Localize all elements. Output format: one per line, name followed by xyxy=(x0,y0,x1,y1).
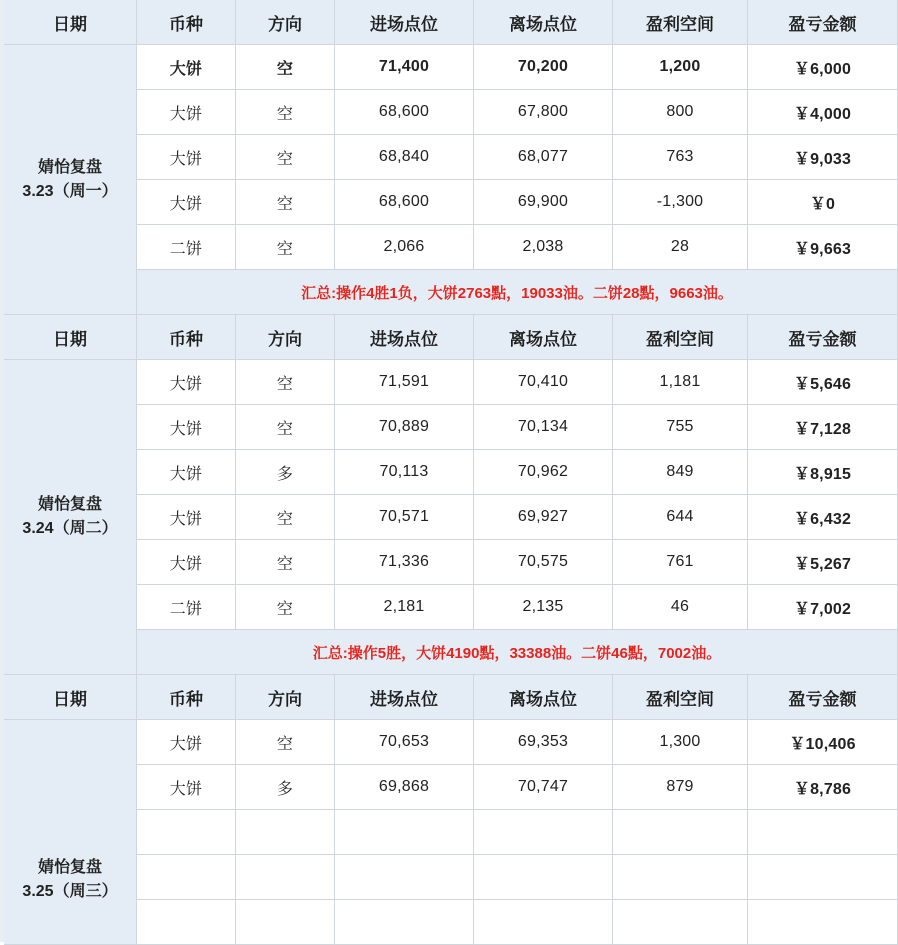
profit-points-cell[interactable]: 849 xyxy=(613,450,748,495)
exit-price-cell[interactable]: 70,575 xyxy=(474,540,613,585)
profit-points-cell[interactable] xyxy=(613,900,748,945)
entry-price-cell[interactable] xyxy=(335,810,474,855)
header-cell[interactable]: 方向 xyxy=(236,675,335,720)
pnl-amount-cell[interactable]: ￥4,000 xyxy=(748,90,898,135)
coin-cell[interactable]: 大饼 xyxy=(137,135,236,180)
direction-cell[interactable]: 空 xyxy=(236,540,335,585)
profit-points-cell[interactable]: 755 xyxy=(613,405,748,450)
coin-cell[interactable]: 大饼 xyxy=(137,180,236,225)
profit-points-cell[interactable] xyxy=(613,855,748,900)
header-cell[interactable]: 日期 xyxy=(4,315,137,360)
exit-price-cell[interactable]: 2,135 xyxy=(474,585,613,630)
pnl-amount-cell[interactable]: ￥8,786 xyxy=(748,765,898,810)
pnl-amount-cell[interactable]: ￥5,646 xyxy=(748,360,898,405)
pnl-amount-cell[interactable]: ￥7,128 xyxy=(748,405,898,450)
coin-cell[interactable]: 大饼 xyxy=(137,450,236,495)
header-cell[interactable]: 方向 xyxy=(236,0,335,45)
entry-price-cell[interactable]: 68,600 xyxy=(335,180,474,225)
exit-price-cell[interactable]: 70,134 xyxy=(474,405,613,450)
exit-price-cell[interactable] xyxy=(474,855,613,900)
profit-points-cell[interactable]: 28 xyxy=(613,225,748,270)
date-title: 婧怡复盘 xyxy=(37,496,102,513)
exit-price-cell[interactable]: 2,038 xyxy=(474,225,613,270)
exit-price-cell[interactable]: 68,077 xyxy=(474,135,613,180)
coin-cell[interactable] xyxy=(137,810,236,855)
pnl-amount-cell[interactable]: ￥5,267 xyxy=(748,540,898,585)
coin-cell[interactable]: 大饼 xyxy=(137,495,236,540)
entry-price-cell[interactable]: 70,571 xyxy=(335,495,474,540)
coin-cell[interactable]: 大饼 xyxy=(137,405,236,450)
exit-price-cell[interactable]: 69,353 xyxy=(474,720,613,765)
entry-price-cell[interactable]: 2,066 xyxy=(335,225,474,270)
entry-price-cell[interactable]: 71,591 xyxy=(335,360,474,405)
direction-cell[interactable]: 多 xyxy=(236,765,335,810)
pnl-amount-cell[interactable]: ￥0 xyxy=(748,180,898,225)
direction-cell[interactable] xyxy=(236,855,335,900)
entry-price-cell[interactable]: 70,653 xyxy=(335,720,474,765)
pnl-amount-cell[interactable]: ￥9,663 xyxy=(748,225,898,270)
exit-price-cell[interactable]: 67,800 xyxy=(474,90,613,135)
direction-cell[interactable]: 空 xyxy=(236,405,335,450)
entry-price-cell[interactable] xyxy=(335,855,474,900)
header-cell[interactable]: 方向 xyxy=(236,315,335,360)
direction-cell[interactable]: 空 xyxy=(236,90,335,135)
exit-price-cell[interactable]: 70,962 xyxy=(474,450,613,495)
entry-price-cell[interactable]: 68,840 xyxy=(335,135,474,180)
summary-row[interactable]: 汇总:操作5胜，大饼4190點，33388油。二饼46點，7002油。 xyxy=(137,630,898,675)
exit-price-cell[interactable]: 70,410 xyxy=(474,360,613,405)
header-cell[interactable]: 进场点位 xyxy=(335,675,474,720)
coin-cell[interactable] xyxy=(137,855,236,900)
direction-cell[interactable]: 空 xyxy=(236,720,335,765)
summary-row[interactable]: 汇总:操作4胜1负，大饼2763點，19033油。二饼28點，9663油。 xyxy=(137,270,898,315)
header-cell[interactable]: 币种 xyxy=(137,315,236,360)
pnl-amount-cell[interactable]: ￥8,915 xyxy=(748,450,898,495)
pnl-amount-cell[interactable]: ￥7,002 xyxy=(748,585,898,630)
profit-points-cell[interactable]: 46 xyxy=(613,585,748,630)
header-cell[interactable]: 盈利空间 xyxy=(613,315,748,360)
date-day: 3.24（周二） xyxy=(22,520,118,537)
profit-points-cell[interactable]: 1,181 xyxy=(613,360,748,405)
exit-price-cell[interactable] xyxy=(474,810,613,855)
profit-points-cell[interactable]: -1,300 xyxy=(613,180,748,225)
entry-price-cell[interactable]: 2,181 xyxy=(335,585,474,630)
direction-cell[interactable]: 空 xyxy=(236,495,335,540)
direction-cell[interactable]: 空 xyxy=(236,360,335,405)
pnl-amount-cell[interactable]: ￥10,406 xyxy=(748,720,898,765)
profit-points-cell[interactable]: 763 xyxy=(613,135,748,180)
coin-cell[interactable]: 二饼 xyxy=(137,585,236,630)
exit-price-cell[interactable] xyxy=(474,900,613,945)
pnl-amount-cell[interactable] xyxy=(748,810,898,855)
entry-price-cell[interactable]: 71,400 xyxy=(335,45,474,90)
direction-cell[interactable]: 空 xyxy=(236,585,335,630)
pnl-amount-cell[interactable]: ￥6,000 xyxy=(748,45,898,90)
coin-cell[interactable]: 大饼 xyxy=(137,90,236,135)
exit-price-cell[interactable]: 70,200 xyxy=(474,45,613,90)
coin-cell[interactable]: 大饼 xyxy=(137,720,236,765)
header-cell[interactable]: 进场点位 xyxy=(335,315,474,360)
coin-cell[interactable]: 二饼 xyxy=(137,225,236,270)
profit-points-cell[interactable]: 1,200 xyxy=(613,45,748,90)
profit-points-cell[interactable]: 800 xyxy=(613,90,748,135)
entry-price-cell[interactable] xyxy=(335,900,474,945)
entry-price-cell[interactable]: 68,600 xyxy=(335,90,474,135)
header-cell[interactable]: 进场点位 xyxy=(335,0,474,45)
direction-cell[interactable] xyxy=(236,810,335,855)
direction-cell[interactable]: 空 xyxy=(236,180,335,225)
direction-cell[interactable]: 空 xyxy=(236,225,335,270)
pnl-amount-cell[interactable] xyxy=(748,855,898,900)
date-cell[interactable] xyxy=(4,45,137,315)
direction-cell[interactable]: 空 xyxy=(236,135,335,180)
entry-price-cell[interactable]: 69,868 xyxy=(335,765,474,810)
date-title: 婧怡复盘 xyxy=(37,859,102,876)
coin-cell[interactable]: 大饼 xyxy=(137,540,236,585)
entry-price-cell[interactable]: 70,889 xyxy=(335,405,474,450)
date-day: 3.25（周三） xyxy=(22,883,118,900)
header-cell[interactable]: 币种 xyxy=(137,0,236,45)
exit-price-cell[interactable]: 70,747 xyxy=(474,765,613,810)
pnl-amount-cell[interactable]: ￥6,432 xyxy=(748,495,898,540)
direction-cell[interactable] xyxy=(236,900,335,945)
pnl-amount-cell[interactable]: ￥9,033 xyxy=(748,135,898,180)
header-cell[interactable]: 币种 xyxy=(137,675,236,720)
direction-cell[interactable]: 空 xyxy=(236,45,335,90)
coin-cell[interactable]: 大饼 xyxy=(137,360,236,405)
header-cell[interactable]: 盈利空间 xyxy=(613,675,748,720)
profit-points-cell[interactable]: 1,300 xyxy=(613,720,748,765)
pnl-amount-cell[interactable] xyxy=(748,900,898,945)
profit-points-cell[interactable] xyxy=(613,810,748,855)
date-cell[interactable] xyxy=(4,360,137,675)
date-title: 婧怡复盘 xyxy=(37,158,102,176)
header-cell[interactable]: 盈亏金额 xyxy=(748,315,898,360)
header-cell[interactable]: 盈亏金额 xyxy=(748,0,898,45)
exit-price-cell[interactable]: 69,927 xyxy=(474,495,613,540)
header-cell[interactable]: 盈亏金额 xyxy=(748,675,898,720)
coin-cell[interactable]: 大饼 xyxy=(137,765,236,810)
header-cell[interactable]: 日期 xyxy=(4,675,137,720)
profit-points-cell[interactable]: 644 xyxy=(613,495,748,540)
coin-cell[interactable] xyxy=(137,900,236,945)
header-cell[interactable]: 离场点位 xyxy=(474,675,613,720)
profit-points-cell[interactable]: 761 xyxy=(613,540,748,585)
entry-price-cell[interactable]: 71,336 xyxy=(335,540,474,585)
header-cell[interactable]: 日期 xyxy=(4,0,137,45)
profit-points-cell[interactable]: 879 xyxy=(613,765,748,810)
direction-cell[interactable]: 多 xyxy=(236,450,335,495)
exit-price-cell[interactable]: 69,900 xyxy=(474,180,613,225)
date-cell[interactable] xyxy=(4,720,137,945)
date-day: 3.23（周一） xyxy=(22,182,118,200)
header-cell[interactable]: 离场点位 xyxy=(474,315,613,360)
coin-cell[interactable]: 大饼 xyxy=(137,45,236,90)
header-cell[interactable]: 盈利空间 xyxy=(613,0,748,45)
entry-price-cell[interactable]: 70,113 xyxy=(335,450,474,495)
header-cell[interactable]: 离场点位 xyxy=(474,0,613,45)
